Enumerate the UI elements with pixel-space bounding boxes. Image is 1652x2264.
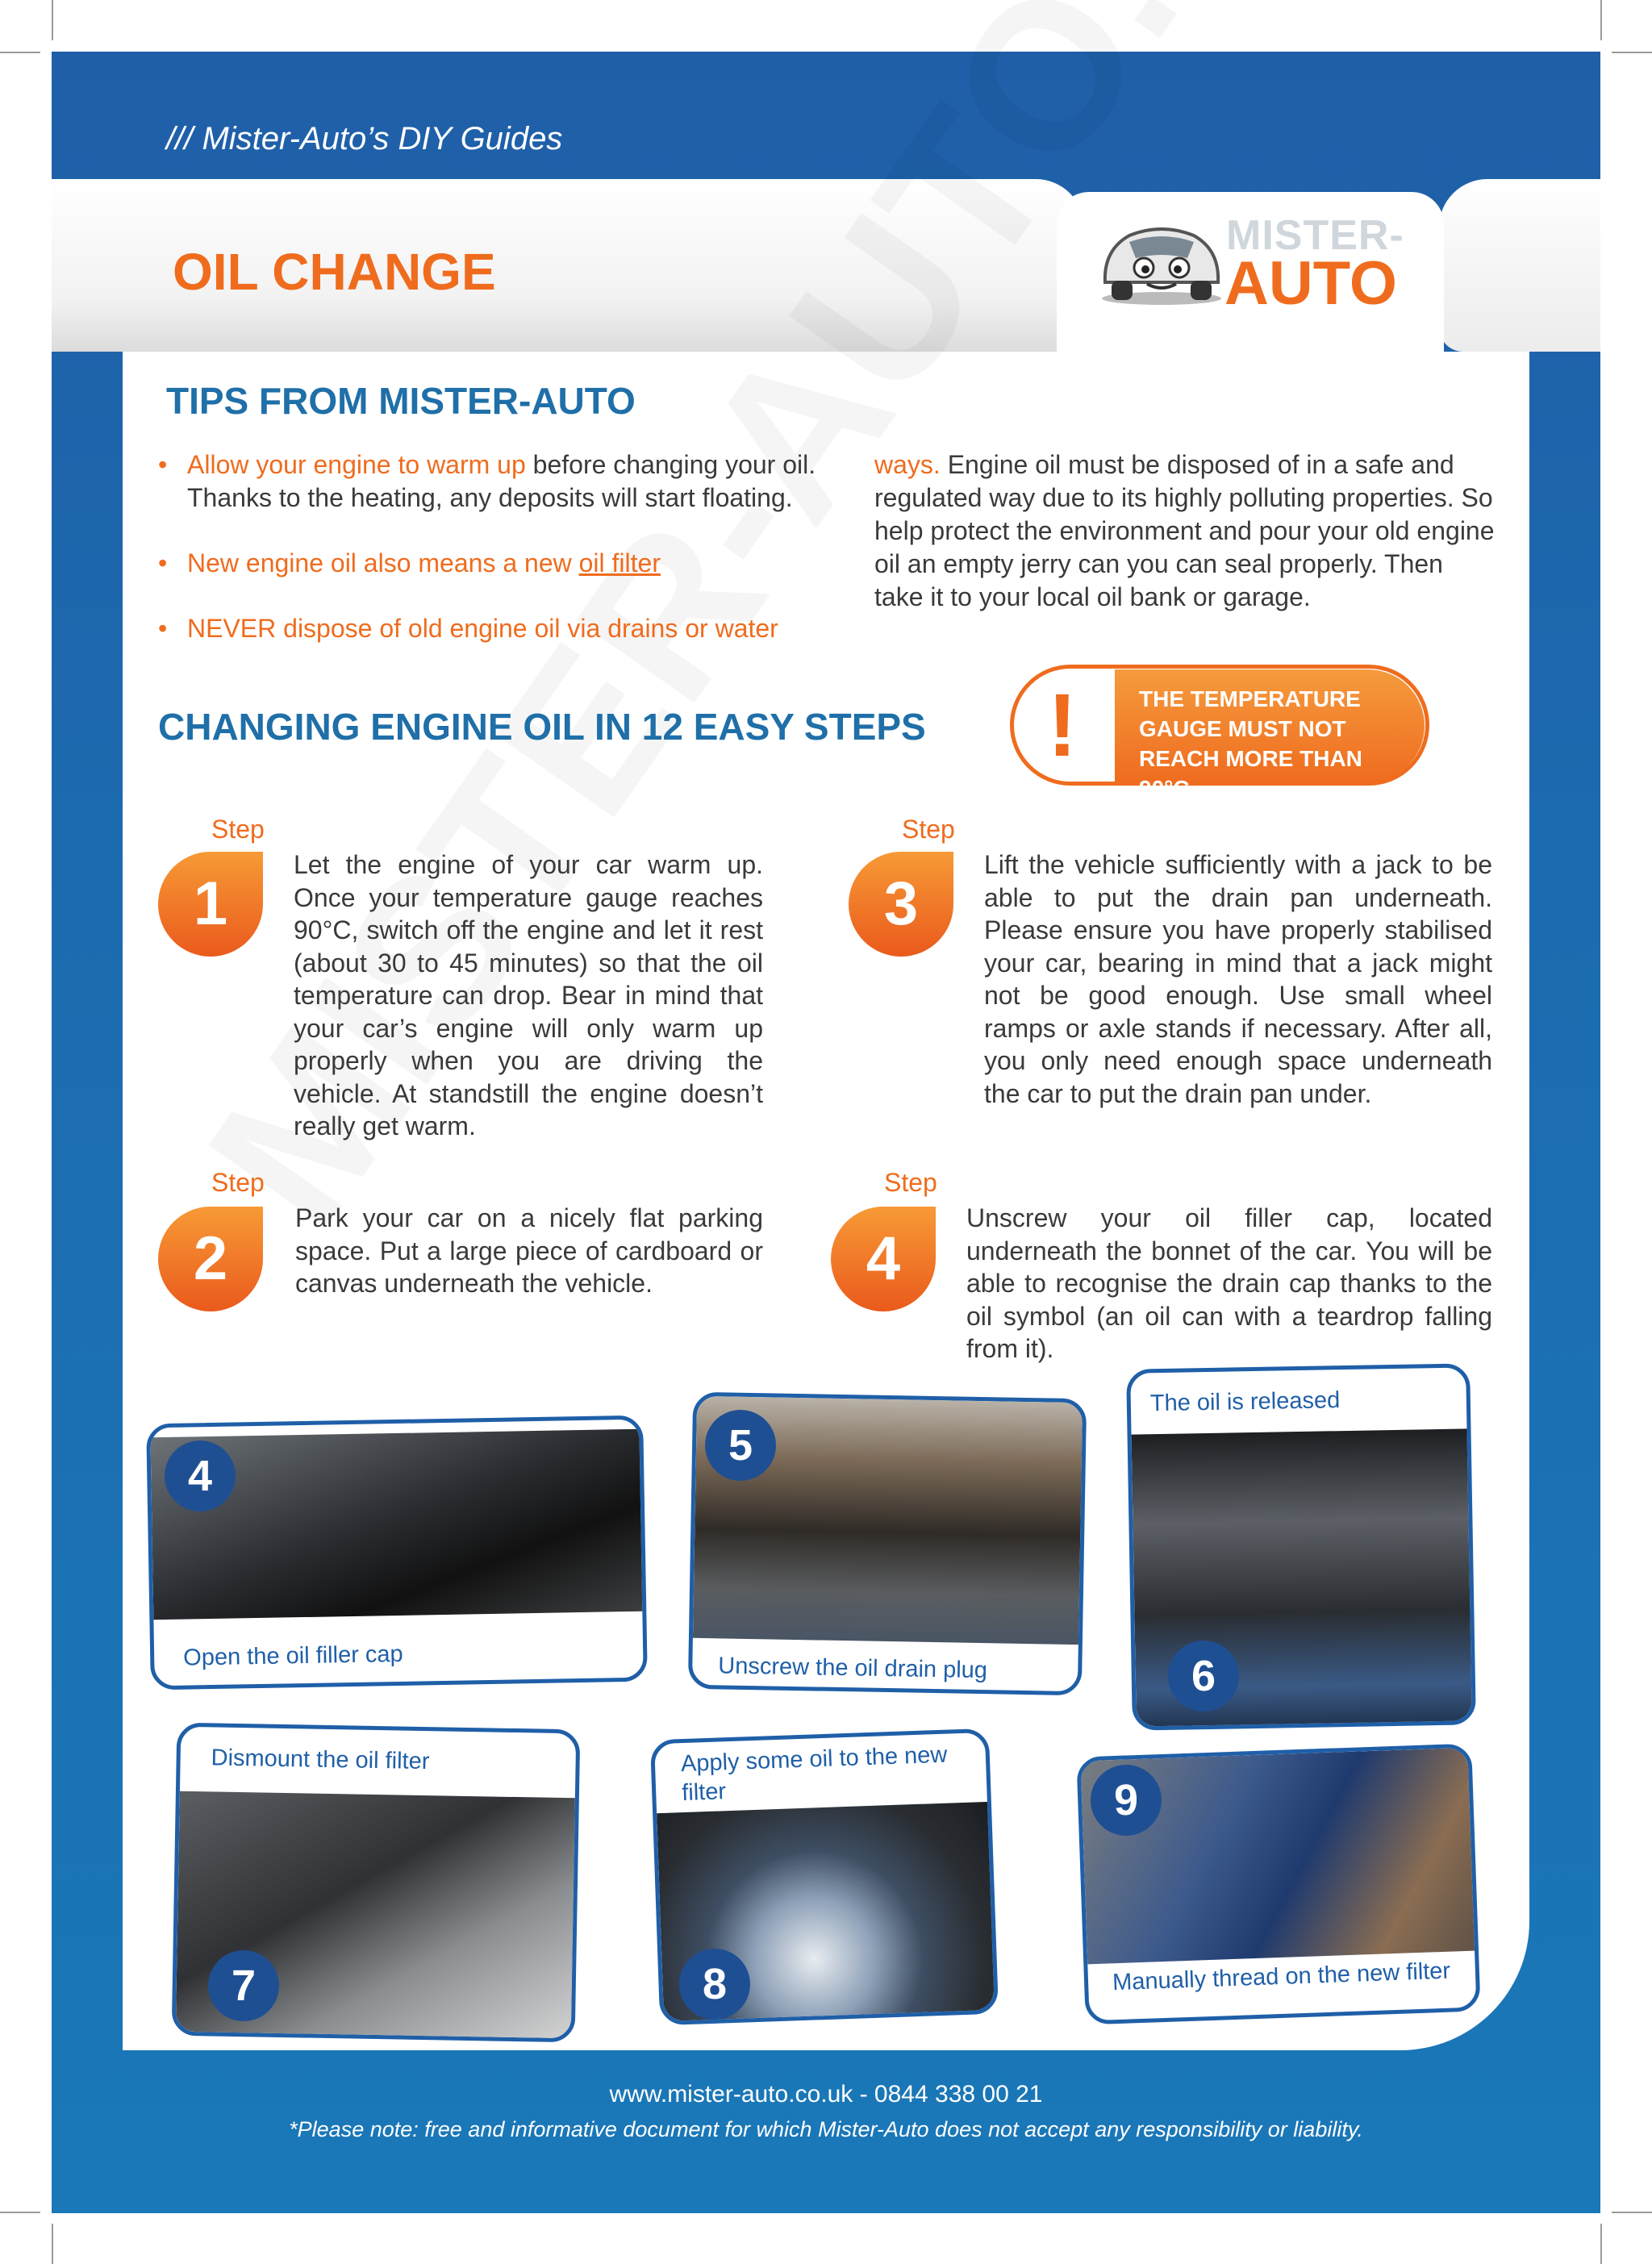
photo-number-badge: 8 [679, 1949, 750, 2020]
crop-mark [52, 2224, 53, 2264]
tips-heading: TIPS FROM MISTER-AUTO [166, 380, 636, 422]
step-text: Let the engine of your car warm up. Once your temperature gauge reaches 90°C, switch off the engine and let it rest (about 30 to 45 minutes) so that the oil temperature can drop. Bear in mind that your car’s engine will only warm up properly when you are driving the vehicle. At standstill the engine doesn’t really get warm. [294, 850, 763, 1140]
steps-heading: CHANGING ENGINE OIL IN 12 EASY STEPS [158, 706, 926, 748]
crop-mark [1612, 2212, 1652, 2213]
photo-number-badge: 6 [1168, 1641, 1239, 1712]
exclamation-icon: ! [1047, 676, 1078, 775]
step-text: Park your car on a nicely flat parking space. Put a large piece of cardboard or canvas underneath the vehicle. [295, 1203, 763, 1298]
page-title: OIL CHANGE [173, 243, 496, 301]
photo-number-badge: 7 [208, 1950, 279, 2021]
crop-mark [0, 2212, 40, 2213]
tips-list [158, 448, 820, 678]
crop-mark [52, 0, 53, 40]
tip-text: NEVER dispose of old engine oil via drains or water [187, 614, 778, 643]
photo-caption: Apply some oil to the new filter [680, 1741, 948, 1807]
bullet: • [158, 548, 168, 577]
tip-text: New engine oil also means a new [187, 548, 579, 577]
photo-number-badge: 4 [165, 1441, 236, 1511]
step-number-badge: 3 [849, 852, 953, 957]
tip-text: before changing your oil. Thanks to the heating, any deposits will start floating. [187, 450, 816, 512]
logo-text-auto: AUTO [1224, 249, 1397, 318]
step-text: Lift the vehicle sufficiently with a jack to be able to put the drain pan underneath. Please ensure you have properly stabilised your car, bearing in mind that a jack might not be good enough. Use small wheel ramps or axle stands if necessary. After all, you only need enough space underneath the car to put the drain pan under. [984, 850, 1492, 1108]
logo-text-mister: MISTER- [1226, 212, 1404, 259]
bullet: • [158, 450, 168, 479]
tips-continued [874, 448, 1496, 614]
series-title: /// Mister-Auto’s DIY Guides [166, 121, 563, 156]
tip-highlight: Allow your engine to warm up [187, 450, 526, 479]
oil-filter-link[interactable]: oil filter [578, 548, 661, 577]
photo-number-badge: 9 [1091, 1765, 1162, 1836]
step-number-badge: 1 [158, 852, 263, 957]
photo-caption: Manually thread on the new filter [1112, 1958, 1451, 1996]
temperature-warning [1010, 661, 1429, 801]
footer-contact: www.mister-auto.co.uk - 0844 338 00 21 [609, 2081, 1043, 2108]
tip-item [158, 547, 820, 580]
step-label: Step [211, 815, 265, 844]
crop-mark [1600, 2224, 1602, 2264]
photo-caption: Unscrew the oil drain plug [718, 1653, 988, 1684]
tip-item [158, 448, 820, 515]
bullet: • [158, 614, 168, 643]
crop-mark [1600, 0, 1602, 40]
header-tab [1439, 179, 1600, 352]
footer-disclaimer: *Please note: free and informative document for which Mister-Auto does not accept any responsibility or liability. [289, 2117, 1363, 2141]
photo-caption: Open the oil filler cap [182, 1641, 403, 1671]
tip-highlight: ways. [874, 450, 941, 479]
step-number-badge: 4 [831, 1207, 936, 1311]
step-text: Unscrew your oil filler cap, located underneath the bonnet of the car. You will be able to recognise the drain cap thanks to the oil symbol (an oil can with a teardrop falling from it). [966, 1203, 1492, 1363]
step-label: Step [902, 815, 955, 844]
crop-mark [1612, 52, 1652, 53]
tip-text: Engine oil must be disposed of in a safe and regulated way due to its highly polluting properties. So help protect the environment and pour your old engine oil an empty jerry can you can seal properly. Then take it to your local oil bank or garage. [874, 450, 1495, 611]
step-number-badge: 2 [158, 1207, 263, 1311]
photo-number-badge: 5 [705, 1410, 776, 1481]
crop-mark [0, 52, 40, 53]
photo-caption: The oil is released [1149, 1387, 1341, 1417]
step-label: Step [884, 1168, 937, 1197]
photo-caption: Dismount the oil filter [211, 1745, 430, 1775]
car-logo-icon [1097, 218, 1226, 306]
warning-text: THE TEMPERATURE GAUGE MUST NOT REACH MORE THAN 90°C [1139, 686, 1362, 801]
tip-item [158, 612, 820, 645]
step-label: Step [211, 1168, 265, 1197]
